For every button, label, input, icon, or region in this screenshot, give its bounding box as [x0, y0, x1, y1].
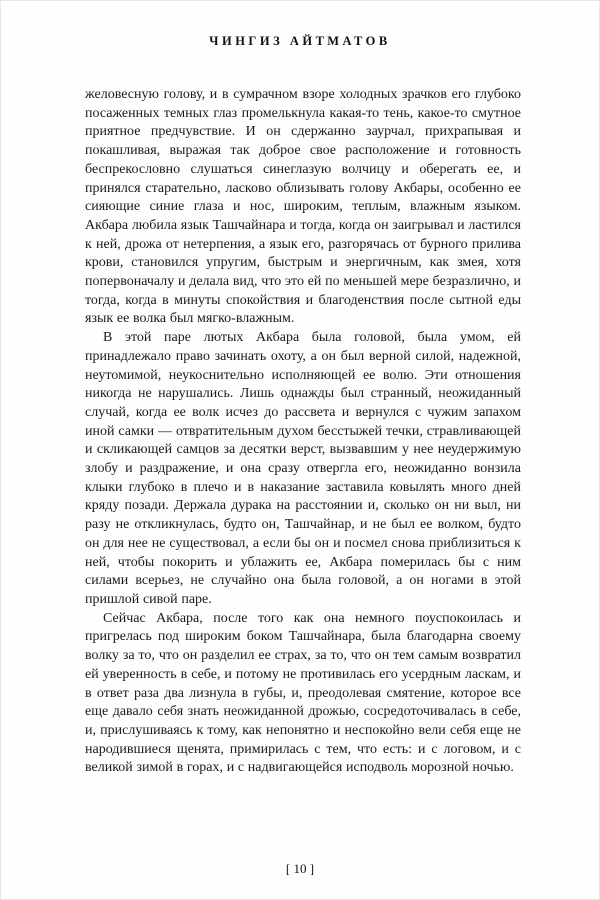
- paragraph: желовесную голову, и в сумрачном взоре холодных зрачков его глубоко посаженных темных глаз промелькнула какая-то тень, какое-то смутное приятное предчувствие. И он сдержанно заурчал, прихрапывая и покашливая, выражая так доброе свое расположение и готовность беспрекословно слушаться синеглазую волчицу и оберегать ее, и принялся старательно, ласково облизывать голову Акбары, особенно ее сияющие синие глаза и нос, широким, теплым, влажным языком. Акбара любила язык Ташчайнара и тогда, когда он заигрывал и ластился к ней, дрожа от нетерпения, а язык его, разгорячась от бурного прилива крови, становился упругим, быстрым и энергичным, как змея, хотя попервоначалу и делала вид, что это ей по меньшей мере безразлично, и тогда, когда в минуты спокойствия и благоденствия после сытной еды язык ее волка был мягко-влажным.: [85, 87, 521, 327]
- page-footer: [1, 861, 599, 877]
- page-body: [85, 86, 521, 778]
- page-number: [ 10 ]: [285, 861, 315, 876]
- running-head: [1, 34, 599, 49]
- paragraph: Сейчас Акбара, после того как она немного поуспокоилась и пригрелась под широким боком Ташчайнара, была благодарна своему волку за то, что он разделил ее страх, за то, что он тем самым возвратил ей уверенность в себе, и потому не противилась его усердным ласкам, и в ответ раза два лизнула в губы, и, преодолевая смятение, которое все еще давало себя знать неожиданной дрожью, сосредоточивалась в себе, и, прислушиваясь к тому, как непонятно и неспокойно вели себя еще не народившиеся щенята, примирилась с тем, что есть: и с логовом, и с великой зимой в горах, и с надвигающейся исподволь морозной ночью.: [85, 610, 521, 776]
- paragraph: В этой паре лютых Акбара была головой, была умом, ей принадлежало право зачинать охоту, а он был верной силой, надежной, неутомимой, неукоснительно исполняющей ее волю. Эти отношения никогда не нарушались. Лишь однажды был странный, неожиданный случай, когда ее волк исчез до рассвета и вернулся с чужим запахом иной самки — отвратительным духом бесстыжей течки, стравливающей и скликающей самцов за десятки верст, вызвавшим у нее неудержимую злобу и раздражение, и она сразу отвергла его, неожиданно вонзила клыки глубоко в плечо и в наказание заставила ковылять много дней кряду позади. Держала дурака на расстоянии и, сколько он ни выл, ни разу не откликнулась, будто он, Ташчайнар, и не был ее волком, будто он для нее не существовал, а если бы он и посмел снова приблизиться к ней, чтобы покорить и ублажить ее, Акбара померилась бы с ним силами всерьез, не случайно она была головой, а он ногами в этой пришлой сивой паре.: [85, 330, 521, 607]
- author-name: ЧИНГИЗ АЙТМАТОВ: [209, 34, 391, 48]
